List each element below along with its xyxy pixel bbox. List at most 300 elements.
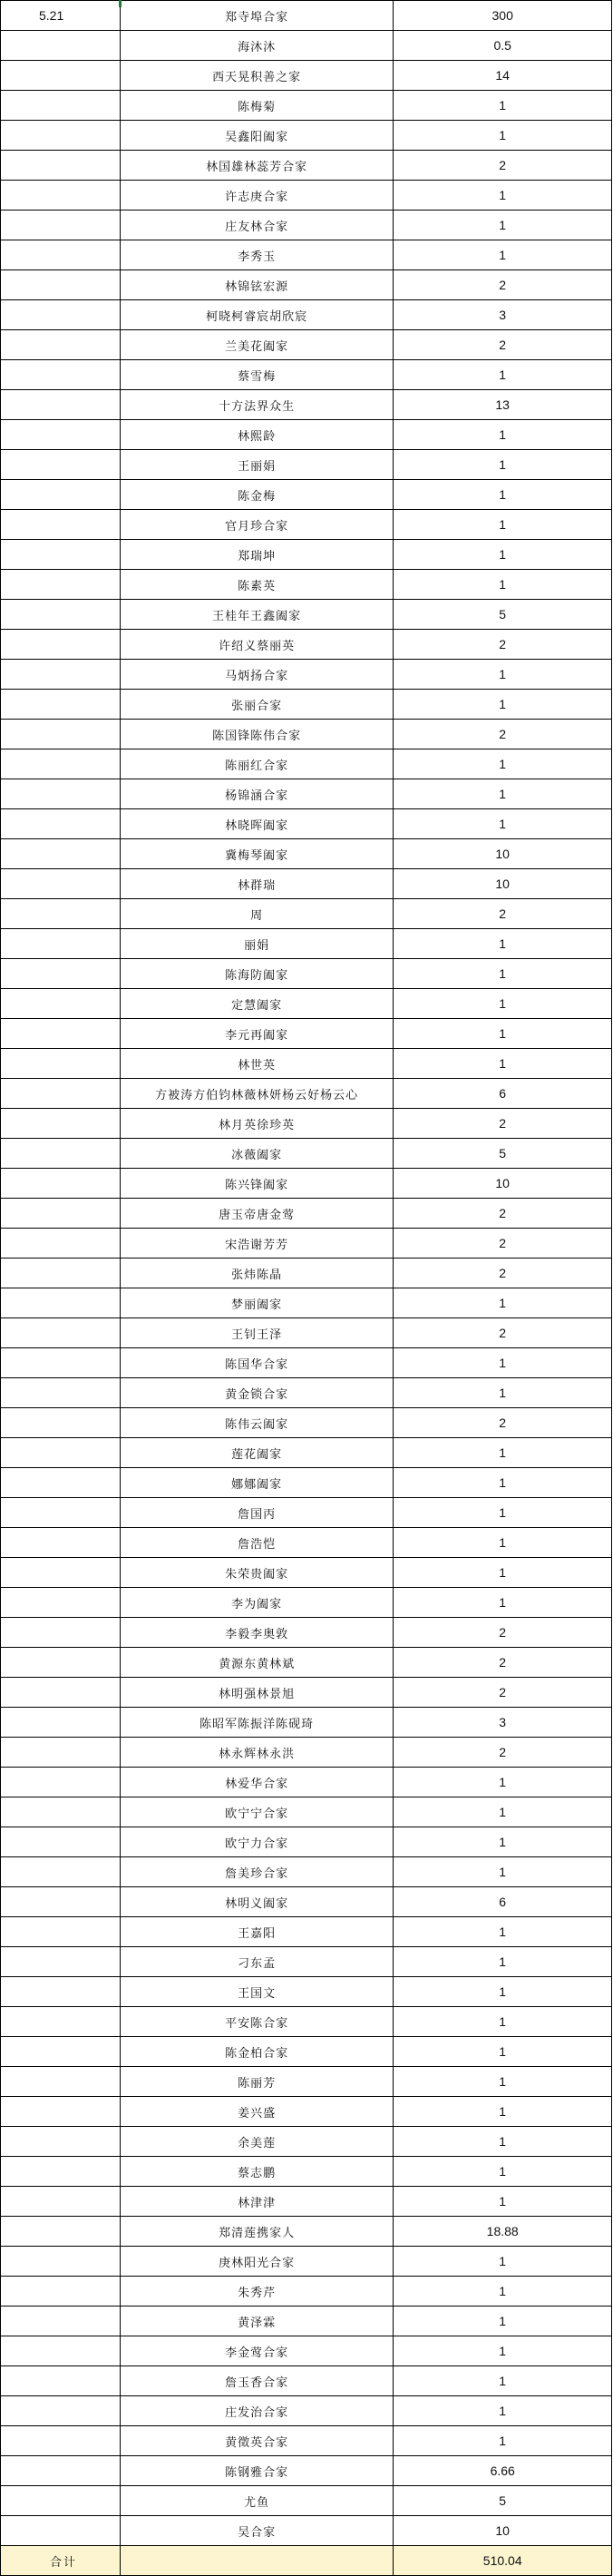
table-row[interactable]: [1, 959, 612, 989]
donor-name-cell[interactable]: 郑寺埠合家: [121, 1, 394, 30]
donor-name-cell[interactable]: 陈国锋陈伟合家: [121, 720, 394, 749]
amount-cell[interactable]: 1: [394, 1797, 612, 1827]
table-row[interactable]: [1, 2007, 612, 2037]
table-row[interactable]: [1, 1588, 612, 1618]
donor-name-cell[interactable]: 林月英徐珍英: [121, 1109, 394, 1138]
donor-name-cell[interactable]: 朱秀芹: [121, 2277, 394, 2306]
amount-cell[interactable]: 1: [394, 2127, 612, 2156]
table-row[interactable]: [1, 1887, 612, 1917]
donor-name-cell[interactable]: 郑瑞坤: [121, 540, 394, 569]
date-cell[interactable]: [1, 2336, 121, 2365]
table-row[interactable]: [1, 1917, 612, 1947]
total-amount[interactable]: 510.04: [394, 2546, 612, 2575]
table-row[interactable]: [1, 1348, 612, 1378]
amount-cell[interactable]: 1: [394, 2277, 612, 2306]
table-row[interactable]: [1, 2157, 612, 2187]
table-row[interactable]: [1, 989, 612, 1019]
table-row[interactable]: [1, 121, 612, 151]
amount-cell[interactable]: 6.66: [394, 2456, 612, 2485]
date-cell[interactable]: [1, 211, 121, 240]
date-cell[interactable]: [1, 1318, 121, 1347]
donor-name-cell[interactable]: 詹国丙: [121, 1498, 394, 1527]
amount-cell[interactable]: 13: [394, 390, 612, 419]
date-cell[interactable]: [1, 2127, 121, 2156]
table-row[interactable]: [1, 1827, 612, 1857]
donor-name-cell[interactable]: 陈丽红合家: [121, 749, 394, 779]
amount-cell[interactable]: 1: [394, 1288, 612, 1317]
amount-cell[interactable]: 3: [394, 300, 612, 329]
donor-name-cell[interactable]: 庄发治合家: [121, 2396, 394, 2425]
amount-cell[interactable]: 1: [394, 1468, 612, 1497]
amount-cell[interactable]: 10: [394, 2516, 612, 2545]
table-row[interactable]: [1, 2396, 612, 2426]
table-row[interactable]: [1, 1288, 612, 1318]
amount-cell[interactable]: 1: [394, 1768, 612, 1797]
table-row[interactable]: [1, 360, 612, 390]
amount-cell[interactable]: 1: [394, 2097, 612, 2126]
date-cell[interactable]: [1, 2307, 121, 2336]
table-row[interactable]: [1, 1857, 612, 1887]
table-row[interactable]: [1, 211, 612, 240]
donor-name-cell[interactable]: 兰美花阖家: [121, 330, 394, 359]
date-cell[interactable]: [1, 2157, 121, 2186]
donor-name-cell[interactable]: 林晓晖阖家: [121, 809, 394, 838]
date-cell[interactable]: [1, 1498, 121, 1527]
donor-name-cell[interactable]: 尤鱼: [121, 2486, 394, 2515]
donor-name-cell[interactable]: 黄源东黄林斌: [121, 1648, 394, 1677]
donor-name-cell[interactable]: 李金莺合家: [121, 2336, 394, 2365]
amount-cell[interactable]: 2: [394, 1259, 612, 1288]
donor-name-cell[interactable]: 林明义阖家: [121, 1887, 394, 1916]
date-cell[interactable]: [1, 929, 121, 958]
amount-cell[interactable]: 2: [394, 1618, 612, 1647]
donor-name-cell[interactable]: 李元再阖家: [121, 1019, 394, 1048]
date-cell[interactable]: [1, 61, 121, 90]
donor-name-cell[interactable]: 杨锦涵合家: [121, 779, 394, 808]
table-row[interactable]: [1, 1738, 612, 1768]
amount-cell[interactable]: 5: [394, 1139, 612, 1168]
amount-cell[interactable]: 2: [394, 270, 612, 299]
amount-cell[interactable]: 1: [394, 2366, 612, 2395]
table-row[interactable]: [1, 1139, 612, 1169]
donor-name-cell[interactable]: 陈梅菊: [121, 91, 394, 120]
date-cell[interactable]: [1, 1229, 121, 1258]
date-cell[interactable]: [1, 2366, 121, 2395]
amount-cell[interactable]: 1: [394, 929, 612, 958]
amount-cell[interactable]: 2: [394, 330, 612, 359]
amount-cell[interactable]: 1: [394, 779, 612, 808]
donor-name-cell[interactable]: 张炜陈晶: [121, 1259, 394, 1288]
amount-cell[interactable]: 1: [394, 2067, 612, 2096]
donor-name-cell[interactable]: 周: [121, 899, 394, 928]
table-row[interactable]: [1, 1708, 612, 1738]
table-row[interactable]: [1, 2426, 612, 2456]
amount-cell[interactable]: 1: [394, 1588, 612, 1617]
table-row[interactable]: [1, 1768, 612, 1797]
date-cell[interactable]: [1, 1288, 121, 1317]
donor-name-cell[interactable]: 陈金柏合家: [121, 2037, 394, 2066]
table-row[interactable]: [1, 929, 612, 959]
date-cell[interactable]: [1, 630, 121, 659]
table-row[interactable]: [1, 600, 612, 630]
date-cell[interactable]: [1, 540, 121, 569]
amount-cell[interactable]: 1: [394, 1528, 612, 1557]
table-row[interactable]: [1, 1019, 612, 1049]
amount-cell[interactable]: 5: [394, 2486, 612, 2515]
date-cell[interactable]: [1, 1738, 121, 1767]
date-cell[interactable]: [1, 1887, 121, 1916]
table-row[interactable]: [1, 630, 612, 660]
table-row[interactable]: [1, 1618, 612, 1648]
date-cell[interactable]: [1, 1468, 121, 1497]
donor-name-cell[interactable]: 吴鑫阳阖家: [121, 121, 394, 150]
date-cell[interactable]: [1, 480, 121, 509]
amount-cell[interactable]: 1: [394, 2247, 612, 2276]
donor-name-cell[interactable]: 林国雄林蕊芳合家: [121, 151, 394, 180]
date-cell[interactable]: [1, 360, 121, 389]
date-cell[interactable]: [1, 1618, 121, 1647]
table-row[interactable]: [1, 1947, 612, 1977]
donor-name-cell[interactable]: 林世英: [121, 1049, 394, 1078]
date-cell[interactable]: [1, 2516, 121, 2545]
total-blank-cell[interactable]: [121, 2546, 394, 2575]
donor-name-cell[interactable]: 詹浩恺: [121, 1528, 394, 1557]
donor-name-cell[interactable]: 庚林阳光合家: [121, 2247, 394, 2276]
table-row[interactable]: [1, 330, 612, 360]
date-cell[interactable]: [1, 1947, 121, 1976]
amount-cell[interactable]: 10: [394, 869, 612, 898]
donor-name-cell[interactable]: 庄友林合家: [121, 211, 394, 240]
date-cell[interactable]: [1, 2037, 121, 2066]
date-cell[interactable]: [1, 1768, 121, 1797]
date-cell[interactable]: [1, 2187, 121, 2216]
table-row[interactable]: [1, 1378, 612, 1408]
donor-name-cell[interactable]: 蔡志鹏: [121, 2157, 394, 2186]
amount-cell[interactable]: 1: [394, 240, 612, 269]
table-row[interactable]: [1, 1079, 612, 1109]
table-row[interactable]: [1, 300, 612, 330]
total-row[interactable]: [1, 2546, 612, 2576]
date-cell[interactable]: [1, 420, 121, 449]
amount-cell[interactable]: 1: [394, 1019, 612, 1048]
date-cell[interactable]: [1, 121, 121, 150]
donor-name-cell[interactable]: 林群瑞: [121, 869, 394, 898]
donor-name-cell[interactable]: 王丽娟: [121, 450, 394, 479]
amount-cell[interactable]: 2: [394, 630, 612, 659]
table-row[interactable]: [1, 151, 612, 181]
amount-cell[interactable]: 1: [394, 1049, 612, 1078]
date-cell[interactable]: [1, 1079, 121, 1108]
donor-name-cell[interactable]: 方被涛方伯钧林薇林妍杨云好杨云心: [121, 1079, 394, 1108]
donor-name-cell[interactable]: 刁东孟: [121, 1947, 394, 1976]
table-row[interactable]: [1, 510, 612, 540]
table-row[interactable]: [1, 1199, 612, 1229]
table-row[interactable]: [1, 270, 612, 300]
table-row[interactable]: [1, 181, 612, 211]
date-cell[interactable]: [1, 300, 121, 329]
amount-cell[interactable]: 1: [394, 2336, 612, 2365]
amount-cell[interactable]: 5: [394, 600, 612, 629]
table-row[interactable]: [1, 2456, 612, 2486]
donor-name-cell[interactable]: 陈伟云阖家: [121, 1408, 394, 1437]
table-row[interactable]: [1, 2217, 612, 2247]
amount-cell[interactable]: 1: [394, 1977, 612, 2006]
amount-cell[interactable]: 6: [394, 1079, 612, 1108]
date-cell[interactable]: [1, 1408, 121, 1437]
date-cell[interactable]: [1, 240, 121, 269]
date-cell[interactable]: [1, 1827, 121, 1856]
amount-cell[interactable]: 2: [394, 1199, 612, 1228]
table-row[interactable]: [1, 1438, 612, 1468]
donor-name-cell[interactable]: 林永辉林永洪: [121, 1738, 394, 1767]
table-row[interactable]: [1, 2097, 612, 2127]
donor-name-cell[interactable]: 冀梅琴阖家: [121, 839, 394, 868]
amount-cell[interactable]: 10: [394, 839, 612, 868]
donor-name-cell[interactable]: 黄徵英合家: [121, 2426, 394, 2455]
table-row[interactable]: [1, 1977, 612, 2007]
table-row[interactable]: [1, 2187, 612, 2217]
date-cell[interactable]: [1, 270, 121, 299]
donor-name-cell[interactable]: 十方法界众生: [121, 390, 394, 419]
donor-name-cell[interactable]: 丽娟: [121, 929, 394, 958]
table-row[interactable]: [1, 1318, 612, 1348]
amount-cell[interactable]: 6: [394, 1887, 612, 1916]
table-row[interactable]: [1, 91, 612, 121]
donor-name-cell[interactable]: 李秀玉: [121, 240, 394, 269]
date-cell[interactable]: [1, 1049, 121, 1078]
date-cell[interactable]: [1, 1169, 121, 1198]
date-cell[interactable]: [1, 151, 121, 180]
donor-name-cell[interactable]: 黄金锁合家: [121, 1378, 394, 1407]
amount-cell[interactable]: 1: [394, 749, 612, 779]
donor-name-cell[interactable]: 官月珍合家: [121, 510, 394, 539]
amount-cell[interactable]: 2: [394, 1648, 612, 1677]
table-row[interactable]: [1, 2067, 612, 2097]
table-row[interactable]: [1, 1, 612, 31]
donor-name-cell[interactable]: 王国文: [121, 1977, 394, 2006]
donor-name-cell[interactable]: 林爱华合家: [121, 1768, 394, 1797]
date-cell[interactable]: [1, 1977, 121, 2006]
date-cell[interactable]: [1, 1259, 121, 1288]
donor-name-cell[interactable]: 姜兴盛: [121, 2097, 394, 2126]
amount-cell[interactable]: 1: [394, 91, 612, 120]
date-cell[interactable]: [1, 899, 121, 928]
date-cell[interactable]: [1, 660, 121, 689]
amount-cell[interactable]: 2: [394, 720, 612, 749]
date-cell[interactable]: [1, 1378, 121, 1407]
date-cell[interactable]: [1, 510, 121, 539]
table-row[interactable]: [1, 720, 612, 749]
donor-name-cell[interactable]: 林津津: [121, 2187, 394, 2216]
date-cell[interactable]: [1, 869, 121, 898]
date-cell[interactable]: [1, 1019, 121, 1048]
total-label[interactable]: 合计: [1, 2546, 121, 2575]
table-row[interactable]: [1, 31, 612, 61]
date-cell[interactable]: [1, 1708, 121, 1737]
amount-cell[interactable]: 3: [394, 1708, 612, 1737]
date-cell[interactable]: [1, 1109, 121, 1138]
amount-cell[interactable]: 18.88: [394, 2217, 612, 2246]
donor-name-cell[interactable]: 柯晓柯睿宸胡欣宸: [121, 300, 394, 329]
donor-name-cell[interactable]: 李为阖家: [121, 1588, 394, 1617]
table-row[interactable]: [1, 1528, 612, 1558]
amount-cell[interactable]: 1: [394, 2007, 612, 2036]
amount-cell[interactable]: 1: [394, 660, 612, 689]
amount-cell[interactable]: 1: [394, 510, 612, 539]
table-row[interactable]: [1, 1259, 612, 1288]
donor-name-cell[interactable]: 詹美珍合家: [121, 1857, 394, 1886]
amount-cell[interactable]: 1: [394, 121, 612, 150]
amount-cell[interactable]: 2: [394, 151, 612, 180]
amount-cell[interactable]: 1: [394, 1947, 612, 1976]
date-cell[interactable]: [1, 2007, 121, 2036]
date-cell[interactable]: [1, 2486, 121, 2515]
donor-name-cell[interactable]: 许绍义蔡丽英: [121, 630, 394, 659]
table-row[interactable]: [1, 779, 612, 809]
date-cell[interactable]: [1, 1678, 121, 1707]
date-cell[interactable]: [1, 1648, 121, 1677]
table-row[interactable]: [1, 570, 612, 600]
date-cell[interactable]: [1, 1588, 121, 1617]
donor-name-cell[interactable]: 朱荣贵阖家: [121, 1558, 394, 1587]
donor-name-cell[interactable]: 黄泽霖: [121, 2307, 394, 2336]
donor-name-cell[interactable]: 吴合家: [121, 2516, 394, 2545]
date-cell[interactable]: [1, 2217, 121, 2246]
table-row[interactable]: [1, 1678, 612, 1708]
donor-name-cell[interactable]: 海沐沐: [121, 31, 394, 60]
table-row[interactable]: [1, 240, 612, 270]
donor-name-cell[interactable]: 西天晃积善之家: [121, 61, 394, 90]
amount-cell[interactable]: 1: [394, 2187, 612, 2216]
date-cell[interactable]: [1, 31, 121, 60]
date-cell[interactable]: [1, 91, 121, 120]
table-row[interactable]: [1, 2486, 612, 2516]
amount-cell[interactable]: 1: [394, 450, 612, 479]
amount-cell[interactable]: 1: [394, 1857, 612, 1886]
donor-name-cell[interactable]: 张丽合家: [121, 690, 394, 719]
amount-cell[interactable]: 1: [394, 989, 612, 1018]
amount-cell[interactable]: 2: [394, 1109, 612, 1138]
table-row[interactable]: [1, 660, 612, 690]
date-cell[interactable]: [1, 1558, 121, 1587]
donor-name-cell[interactable]: 陈素英: [121, 570, 394, 599]
date-cell[interactable]: [1, 1797, 121, 1827]
donor-name-cell[interactable]: 陈兴锋阖家: [121, 1169, 394, 1198]
amount-cell[interactable]: 2: [394, 899, 612, 928]
amount-cell[interactable]: 1: [394, 2426, 612, 2455]
table-row[interactable]: [1, 61, 612, 91]
table-row[interactable]: [1, 869, 612, 899]
amount-cell[interactable]: 1: [394, 480, 612, 509]
donor-name-cell[interactable]: 李毅李奥敦: [121, 1618, 394, 1647]
date-cell[interactable]: [1, 2277, 121, 2306]
table-row[interactable]: [1, 1229, 612, 1259]
amount-cell[interactable]: 1: [394, 420, 612, 449]
amount-cell[interactable]: 1: [394, 211, 612, 240]
donor-name-cell[interactable]: 娜娜阖家: [121, 1468, 394, 1497]
table-row[interactable]: [1, 450, 612, 480]
table-row[interactable]: [1, 2516, 612, 2546]
table-row[interactable]: [1, 809, 612, 839]
donor-name-cell[interactable]: 陈海防阖家: [121, 959, 394, 988]
donor-name-cell[interactable]: 梦丽阖家: [121, 1288, 394, 1317]
amount-cell[interactable]: 300: [394, 1, 612, 30]
table-row[interactable]: [1, 2277, 612, 2307]
amount-cell[interactable]: 1: [394, 1348, 612, 1377]
donor-name-cell[interactable]: 郑清莲携家人: [121, 2217, 394, 2246]
table-row[interactable]: [1, 390, 612, 420]
donor-name-cell[interactable]: 定慧阖家: [121, 989, 394, 1018]
amount-cell[interactable]: 2: [394, 1318, 612, 1347]
table-row[interactable]: [1, 2336, 612, 2366]
amount-cell[interactable]: 10: [394, 1169, 612, 1198]
table-row[interactable]: [1, 2307, 612, 2336]
donor-name-cell[interactable]: 欧宁宁合家: [121, 1797, 394, 1827]
date-cell[interactable]: [1, 1528, 121, 1557]
amount-cell[interactable]: 1: [394, 2307, 612, 2336]
amount-cell[interactable]: 2: [394, 1408, 612, 1437]
amount-cell[interactable]: 1: [394, 1917, 612, 1946]
amount-cell[interactable]: 1: [394, 570, 612, 599]
donor-name-cell[interactable]: 陈钢雅合家: [121, 2456, 394, 2485]
amount-cell[interactable]: 2: [394, 1738, 612, 1767]
amount-cell[interactable]: 1: [394, 2396, 612, 2425]
amount-cell[interactable]: 2: [394, 1678, 612, 1707]
amount-cell[interactable]: 1: [394, 1558, 612, 1587]
donor-name-cell[interactable]: 王钊王泽: [121, 1318, 394, 1347]
date-cell[interactable]: [1, 1139, 121, 1168]
donor-name-cell[interactable]: 陈国华合家: [121, 1348, 394, 1377]
amount-cell[interactable]: 1: [394, 181, 612, 210]
amount-cell[interactable]: 1: [394, 1827, 612, 1856]
donor-name-cell[interactable]: 马炳扬合家: [121, 660, 394, 689]
amount-cell[interactable]: 1: [394, 360, 612, 389]
amount-cell[interactable]: 1: [394, 2157, 612, 2186]
date-cell[interactable]: [1, 1199, 121, 1228]
amount-cell[interactable]: 1: [394, 1438, 612, 1467]
donor-name-cell[interactable]: 陈金梅: [121, 480, 394, 509]
date-cell[interactable]: [1, 1438, 121, 1467]
amount-cell[interactable]: 1: [394, 1498, 612, 1527]
date-cell[interactable]: [1, 839, 121, 868]
table-row[interactable]: [1, 749, 612, 779]
donor-name-cell[interactable]: 宋浩谢芳芳: [121, 1229, 394, 1258]
date-cell[interactable]: [1, 2426, 121, 2455]
donor-name-cell[interactable]: 蔡雪梅: [121, 360, 394, 389]
date-cell[interactable]: [1, 1857, 121, 1886]
donor-name-cell[interactable]: 林锦铉宏源: [121, 270, 394, 299]
date-cell[interactable]: [1, 720, 121, 749]
table-row[interactable]: [1, 1648, 612, 1678]
table-row[interactable]: [1, 839, 612, 869]
donor-name-cell[interactable]: 莲花阖家: [121, 1438, 394, 1467]
date-cell[interactable]: [1, 600, 121, 629]
date-cell[interactable]: [1, 2247, 121, 2276]
donor-name-cell[interactable]: 詹玉香合家: [121, 2366, 394, 2395]
table-row[interactable]: [1, 1169, 612, 1199]
table-row[interactable]: [1, 2247, 612, 2277]
date-cell[interactable]: [1, 749, 121, 779]
date-cell[interactable]: [1, 1348, 121, 1377]
donor-name-cell[interactable]: 王桂年王鑫阖家: [121, 600, 394, 629]
table-row[interactable]: [1, 480, 612, 510]
donor-name-cell[interactable]: 陈丽芳: [121, 2067, 394, 2096]
donor-name-cell[interactable]: 唐玉帝唐金莺: [121, 1199, 394, 1228]
table-row[interactable]: [1, 1109, 612, 1139]
date-cell[interactable]: 5.21: [1, 1, 121, 30]
date-cell[interactable]: [1, 989, 121, 1018]
amount-cell[interactable]: 0.5: [394, 31, 612, 60]
